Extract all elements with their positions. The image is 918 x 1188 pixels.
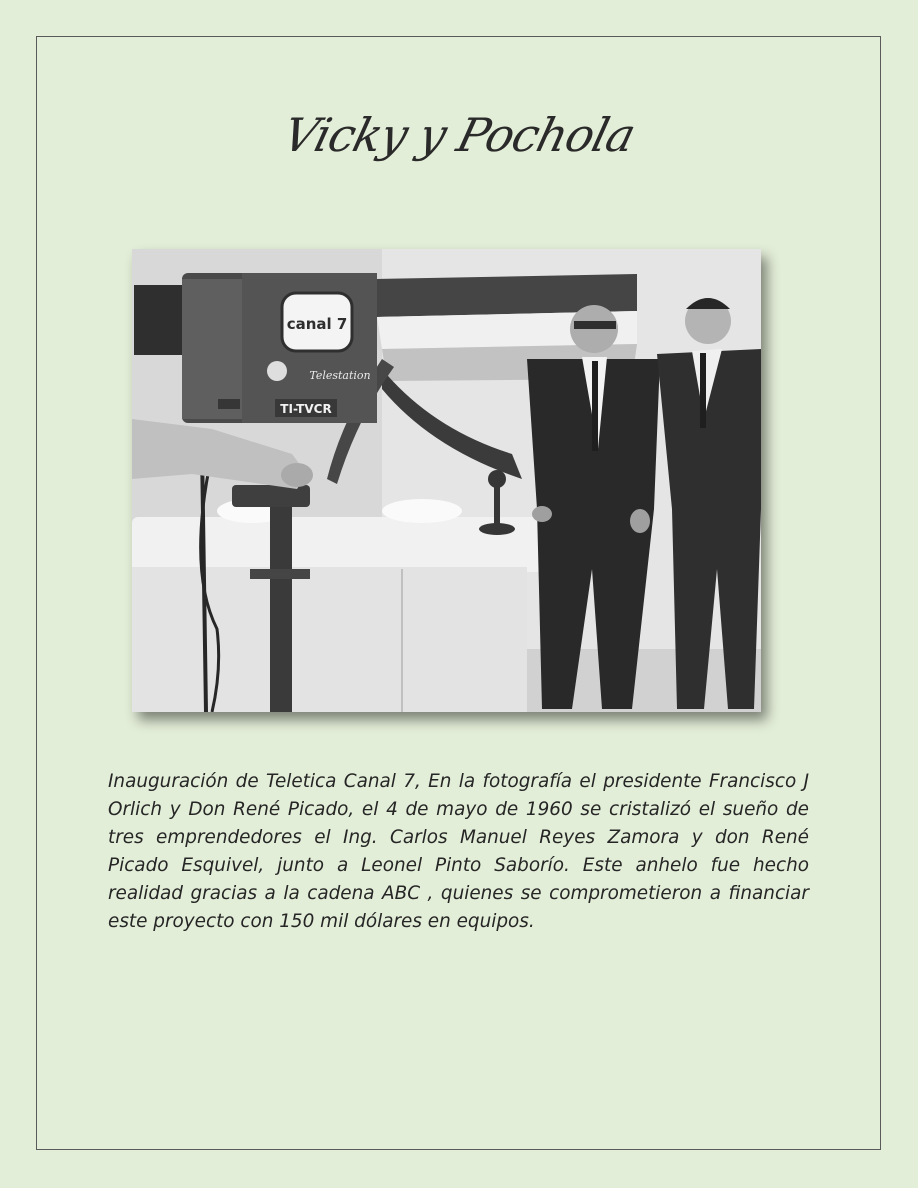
page-title: Vicky y Pochola	[277, 108, 641, 162]
camera-brand-text: Telestation	[309, 369, 371, 382]
camera-label-text: TI-TVCR	[280, 402, 332, 416]
camera-badge-text: canal 7	[286, 315, 348, 333]
historical-photo	[132, 249, 761, 712]
photo-caption: Inauguración de Teletica Canal 7, En la fotografía el presidente Francisco J Orlich y Don René Picado, el 4 de mayo de 1960 se cristalizó el sueño de tres emprendedores el Ing. Carlos Manuel Reyes Zamora y don René Picado Esquivel, junto a Leonel Pinto Saborío. Este anhelo fue hecho realidad gracias a la cadena ABC , quienes se comprometieron a financiar este proyecto con 150 mil dólares en equipos.	[108, 771, 809, 932]
